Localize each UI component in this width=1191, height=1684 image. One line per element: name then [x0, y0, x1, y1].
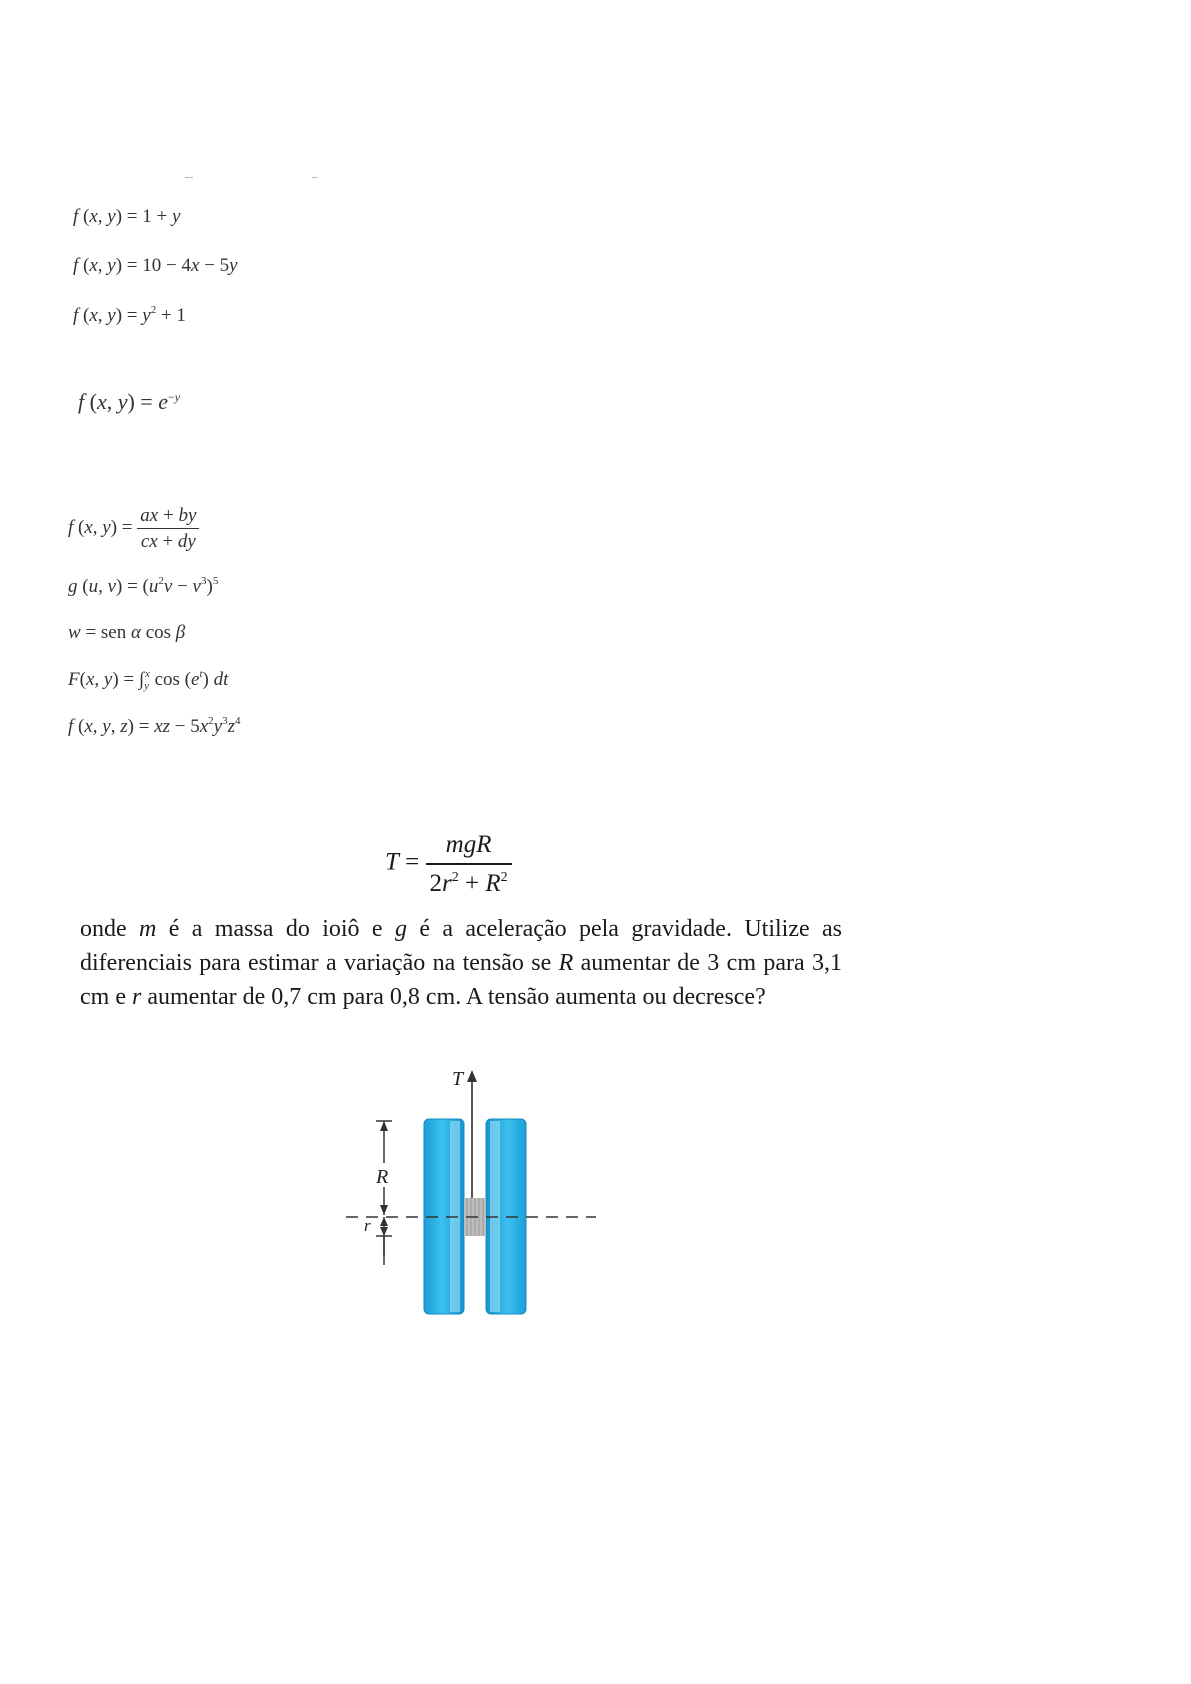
- scan-artifact: [185, 177, 193, 178]
- function-f5: f (x, y, z) = xz − $5x^2y^3z^4$: [68, 715, 241, 737]
- problem-paragraph: onde m é a massa do ioiô e g é a aceleração pela gravidade. Utilize as diferenciais para estimar a variação na tensão se R aumentar de 3 cm para 3,1 cm e r aumentar de 0,7 cm para 0,8 cm. A tensão aumenta ou decresce?: [80, 916, 842, 1010]
- yoyo-figure: [340, 1055, 600, 1335]
- function-fraction: f (x, y) = $\frac{ax + by}{cx + dy}$: [68, 506, 199, 551]
- label-T: T: [452, 1068, 464, 1090]
- function-F: F(x, $y) = \int_y^x$ $\cos (e^t)$ dt: [68, 668, 229, 692]
- scan-artifact: [312, 177, 318, 178]
- function-4: f (x, $y) = e^{-y}$: [78, 389, 181, 414]
- function-2: f (x, y) = 10 − 4x − 5y: [73, 255, 238, 276]
- tension-arrow-head: [467, 1070, 477, 1082]
- label-R: R: [376, 1166, 389, 1188]
- function-w: w = sen α cos β: [68, 622, 186, 643]
- function-1: f (x, y) = 1 + y: [73, 206, 181, 227]
- tension-formula: T = $\frac{\text{mgR}}{2r^2 + R^2}$: [385, 832, 512, 896]
- function-g: g (u, $v) = (u^2v - v^3)^5$: [68, 575, 219, 597]
- function-3: f (x, $y) = y^2 + 1$: [73, 304, 186, 326]
- label-r: r: [364, 1216, 371, 1235]
